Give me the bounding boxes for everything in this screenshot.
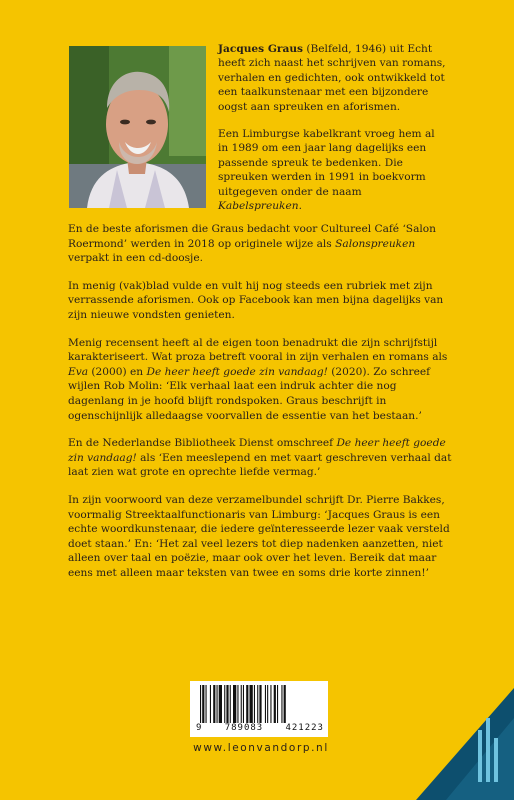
salonspreuken-text: En de beste aforismen die Graus bedacht voor Cultureel Café ‘Salon Roermond’ werden in 2018 op originele wijze als [68, 223, 436, 250]
eva-title: Eva [68, 365, 89, 378]
barcode-bar [241, 685, 242, 723]
barcode-bar [267, 685, 268, 723]
barcode-bar [226, 685, 228, 723]
barcode-bar [274, 685, 276, 723]
reviews-text-1: Menig recensent heeft al de eigen toon benadrukt die zijn schrijfstijl karakteriseert. Wat proza betreft vooral in zijn verhalen en romans als [68, 336, 448, 364]
nbd-text-2: als ‘Een meeslepend en met vaart geschreven verhaal dat laat zien wat grote en oprechte liefde vermag.’ [68, 451, 452, 479]
salonspreuken-paragraph [68, 222, 452, 266]
salonspreuken-title: Salonspreuken [335, 237, 416, 250]
salonspreuken-end: verpakt in een cd-doosje. [68, 252, 203, 265]
barcode-bar [230, 685, 231, 723]
kabelkrant-end: . [298, 200, 302, 213]
foreword-paragraph: In zijn voorwoord van deze verzamelbundel schrijft Dr. Pierre Bakkes, voormalig Streektaalfunctionaris van Limburg: ‘Jacques Graus is een echte woordkunstenaar, die iedere geïnteresseerde lezer vaak versteld doet staan.’ En: ‘Het zal veel lezers tot diep nadenken aanzetten, niet alleen over taal en poëzie, maar ook over het leven. Bereik dat maar eens met alleen maar teksten van twee en soms drie korte zinnen!’ [68, 493, 450, 579]
reviews-text-2: (2000) en [88, 365, 147, 378]
reviews-paragraph [68, 336, 452, 424]
barcode-bar [250, 685, 253, 723]
nbd-novel-title: De heer heeft goede zin vandaag! [68, 437, 446, 464]
author-name: Jacques Graus [218, 43, 303, 55]
nbd-paragraph [68, 436, 452, 480]
barcode-bar [281, 685, 282, 723]
barcode-bar [254, 685, 255, 723]
barcode-number [196, 723, 324, 733]
publisher-website: www.leonvandorp.nl [193, 742, 329, 754]
barcode-bar [246, 685, 248, 723]
reviews-text-3: (2020). Zo schreef wijlen Rob Molin: ‘Elk verhaal laat een indruk achter die nog dagenlang in je hoofd blijft rondspoken. Graus beschrijft in ogenschijnlijk alledaagse voorvallen de essentie van het bestaan.’ [68, 365, 431, 422]
author-bio-text: (Belfeld, 1946) uit Echt heeft zich naast het schrijven van romans, verhalen en gedichten, ook ontwikkeld tot een taalkunstenaar met een bijzondere oogst aan spreuken en aforismen. [218, 43, 446, 113]
barcode-bar [277, 685, 278, 723]
barcode-bar [237, 685, 238, 723]
barcode-bar [202, 685, 204, 723]
barcode-bar [233, 685, 236, 723]
barcode-bar [257, 685, 258, 723]
nbd-text-1: En de Nederlandse Bibliotheek Dienst omschreef [68, 437, 337, 450]
barcode-bar [200, 685, 201, 723]
novel-title: De heer heeft goede zin vandaag! [146, 365, 328, 378]
barcode-bar [206, 685, 207, 723]
author-photo [69, 46, 206, 208]
barcode-right-group: 421223 [285, 723, 324, 733]
facebook-paragraph: In menig (vak)blad vulde en vult hij nog steeds een rubriek met zijn verrassende aforismen. Ook op Facebook kan men bijna dagelijks van zijn nieuwe vondsten genieten. [68, 279, 444, 321]
kabelkrant-paragraph [218, 127, 448, 213]
barcode-first-digit: 9 [196, 723, 203, 733]
publisher-logo-corner-icon [416, 688, 514, 800]
barcode-bar [213, 685, 215, 723]
barcode-bar [259, 685, 261, 723]
kabelspreuken-title: Kabelspreuken [218, 200, 299, 213]
barcode-bar [265, 685, 266, 723]
barcode-bar [219, 685, 222, 723]
barcode-bar [243, 685, 244, 723]
barcode-bar [270, 685, 271, 723]
body-text [68, 222, 452, 593]
isbn-barcode [190, 681, 328, 737]
author-bio-paragraph [218, 42, 448, 114]
barcode-bar [224, 685, 225, 723]
kabelkrant-text: Een Limburgse kabelkrant vroeg hem al in 1989 om een jaar lang dagelijks een passende spreuk te bedenken. Die spreuken werden in 1991 in boekvorm uitgegeven onder de naam [218, 128, 435, 198]
barcode-bars-icon [200, 685, 318, 723]
barcode-bar [284, 685, 286, 723]
author-intro [218, 42, 448, 226]
author-portrait-illustration [69, 46, 206, 208]
barcode-bar [217, 685, 218, 723]
barcode-left-group: 789083 [224, 723, 264, 733]
barcode-bar [210, 685, 211, 723]
